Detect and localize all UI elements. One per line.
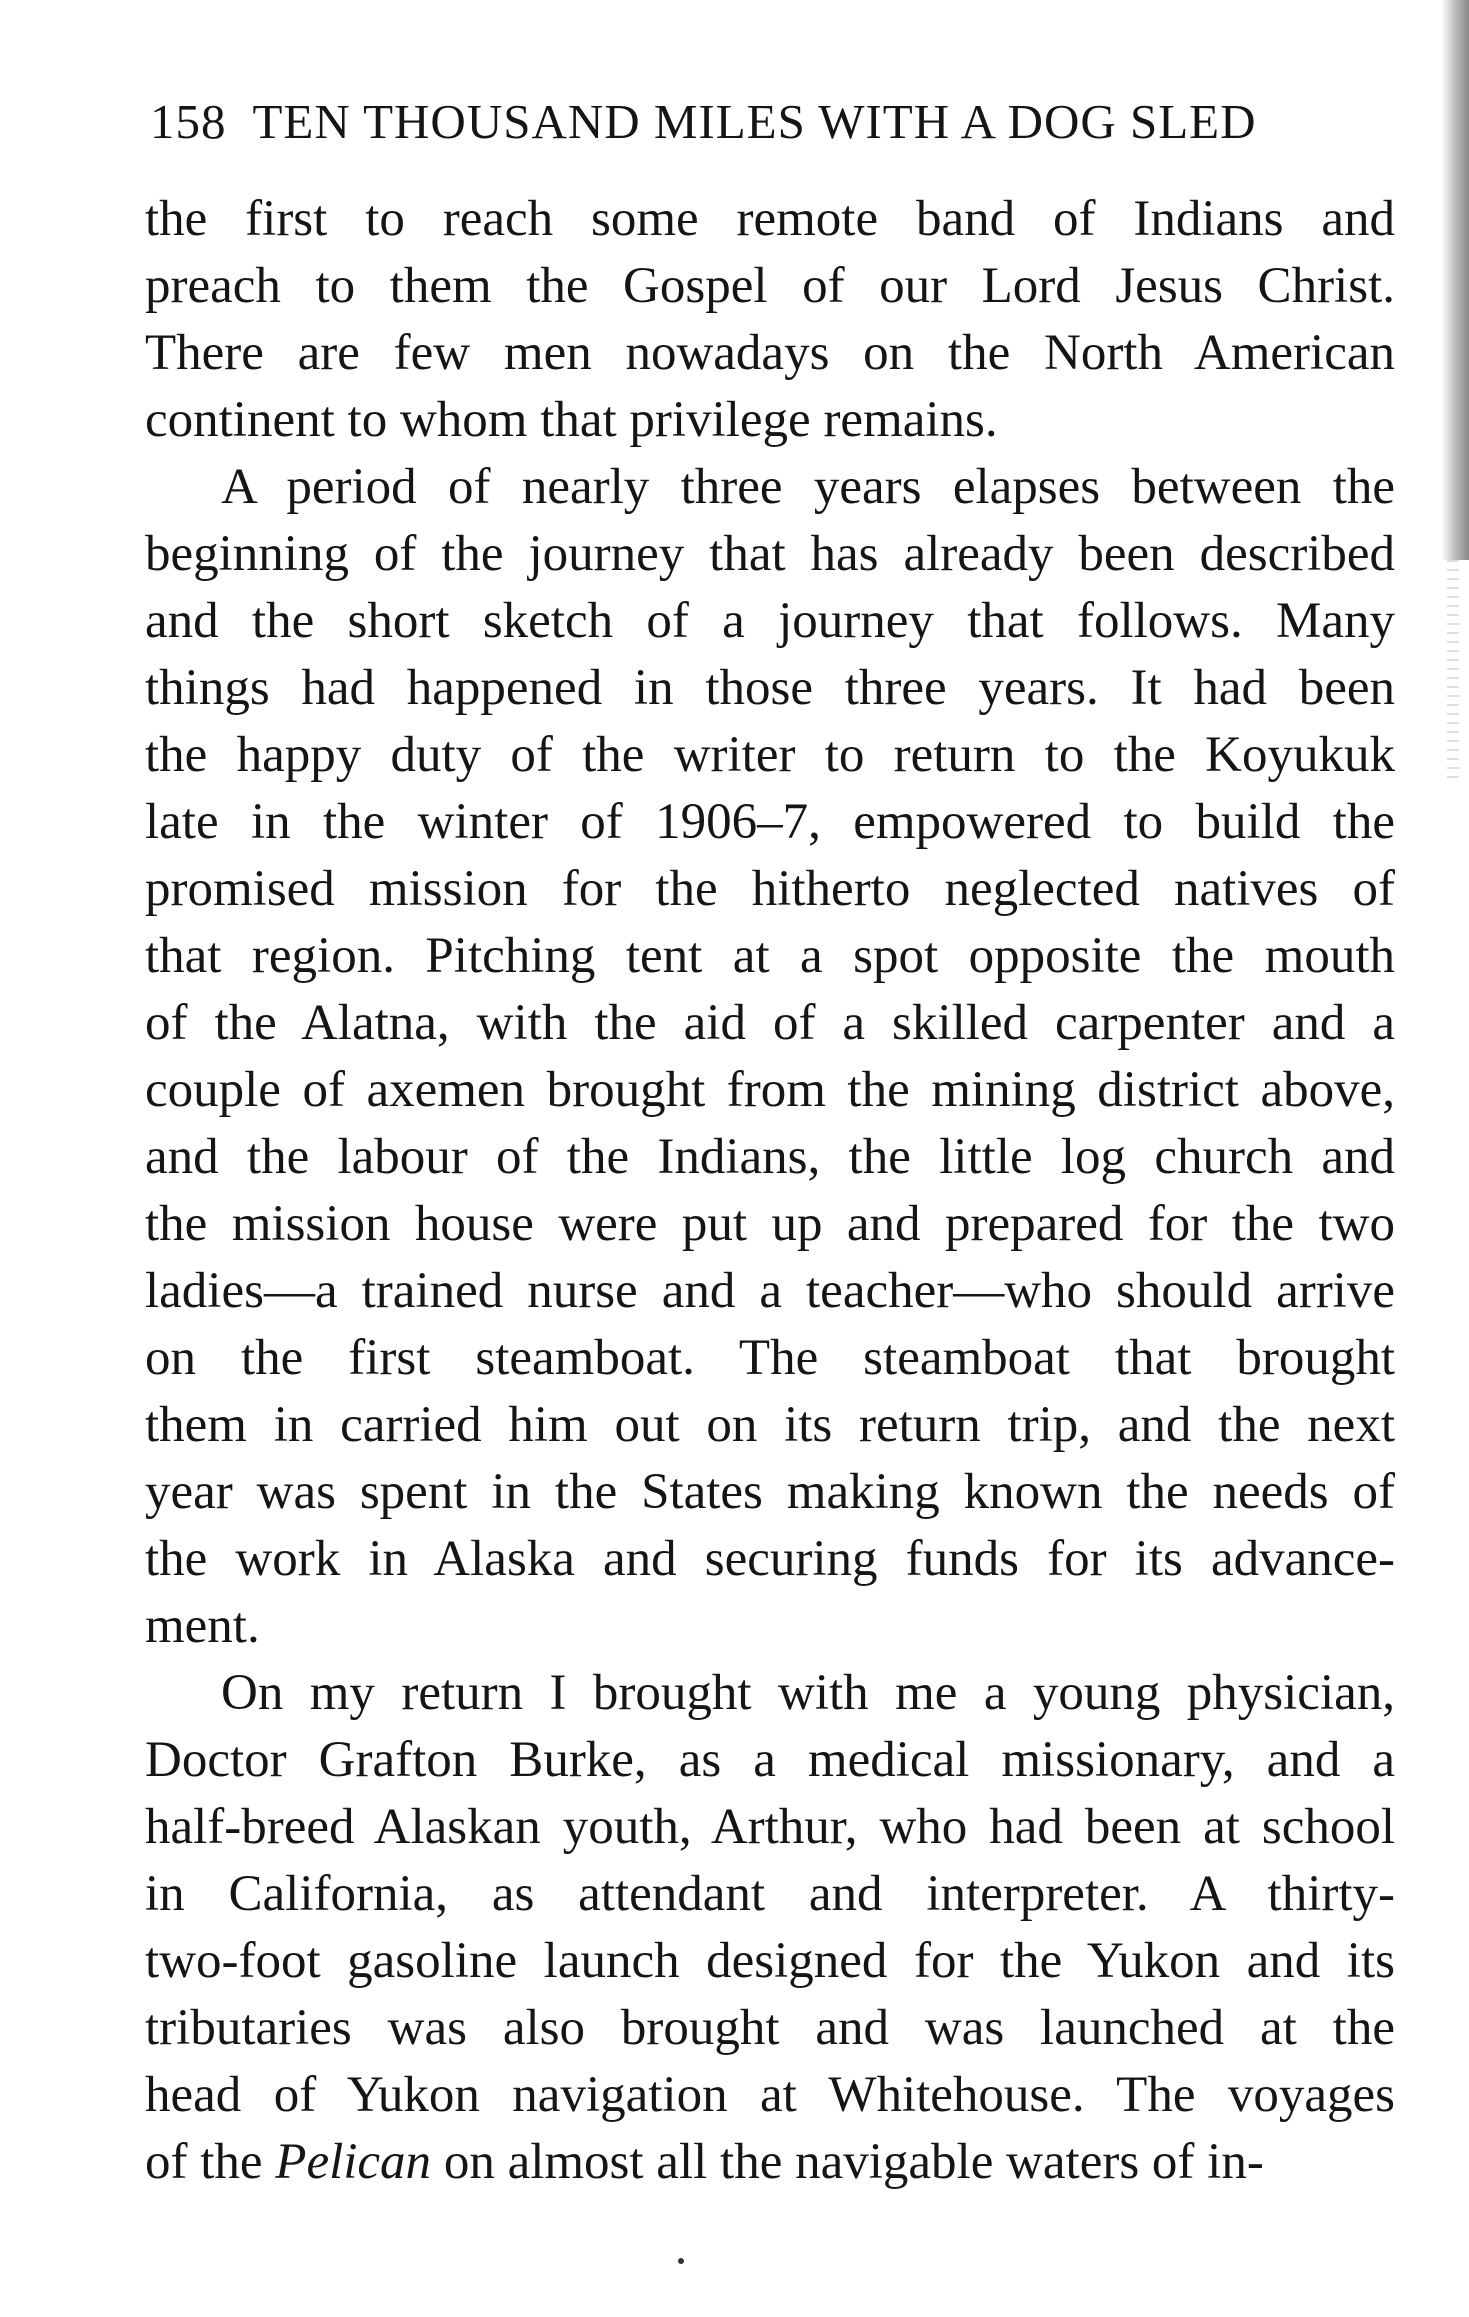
body-line: On my return I brought with me a young physician, xyxy=(221,1665,1395,1721)
body-line: two-foot gasoline launch designed for the Yukon and its xyxy=(145,1933,1395,1989)
body-text xyxy=(145,186,1395,2196)
body-line: preach to them the Gospel of our Lord Jesus Christ. xyxy=(145,258,1395,314)
page-number: 158 xyxy=(150,94,227,149)
body-line: couple of axemen brought from the mining district above, xyxy=(145,1062,1395,1118)
running-head xyxy=(150,92,1360,152)
body-line: year was spent in the States making known the needs of xyxy=(145,1464,1395,1520)
body-line: the work in Alaska and securing funds for its advance- xyxy=(145,1531,1395,1587)
stray-ink-dot xyxy=(678,2258,684,2264)
body-line: ladies—a trained nurse and a teacher—who should arrive xyxy=(145,1263,1395,1319)
body-line: on the first steamboat. The steamboat that brought xyxy=(145,1330,1395,1386)
body-line: There are few men nowadays on the North American xyxy=(145,325,1395,381)
body-line: Doctor Grafton Burke, as a medical missionary, and a xyxy=(145,1732,1395,1788)
body-line: ment. xyxy=(145,1598,260,1654)
body-line: the happy duty of the writer to return to the Koyukuk xyxy=(145,727,1395,783)
boat-name-italic: Pelican xyxy=(275,2134,432,2190)
body-line: A period of nearly three years elapses between the xyxy=(221,459,1395,515)
body-line: head of Yukon navigation at Whitehouse. The voyages xyxy=(145,2067,1395,2123)
body-line: the first to reach some remote band of Indians and xyxy=(145,191,1395,247)
body-line: promised mission for the hitherto neglected natives of xyxy=(145,861,1395,917)
body-line: of the Alatna, with the aid of a skilled carpenter and a xyxy=(145,995,1395,1051)
body-line: tributaries was also brought and was launched at the xyxy=(145,2000,1395,2056)
body-line: in California, as attendant and interpreter. A thirty- xyxy=(145,1866,1395,1922)
body-line: things had happened in those three years. It had been xyxy=(145,660,1395,716)
body-line: and the labour of the Indians, the little log church and xyxy=(145,1129,1395,1185)
body-line-final xyxy=(145,2129,1395,2196)
body-line: the mission house were put up and prepared for the two xyxy=(145,1196,1395,1252)
final-line-before: of the xyxy=(145,2134,276,2190)
body-line: them in carried him out on its return trip, and the next xyxy=(145,1397,1395,1453)
body-line: half-breed Alaskan youth, Arthur, who had been at school xyxy=(145,1799,1395,1855)
body-line: continent to whom that privilege remains. xyxy=(145,392,998,448)
body-line: and the short sketch of a journey that follows. Many xyxy=(145,593,1395,649)
body-line: beginning of the journey that has already been described xyxy=(145,526,1395,582)
body-line: late in the winter of 1906–7, empowered to build the xyxy=(145,794,1395,850)
body-line: that region. Pitching tent at a spot opposite the mouth xyxy=(145,928,1395,984)
book-title-header: TEN THOUSAND MILES WITH A DOG SLED xyxy=(252,94,1257,149)
binding-shadow xyxy=(1441,0,1469,560)
binding-speckle xyxy=(1447,560,1459,780)
final-line-after: on almost all the navigable waters of in- xyxy=(431,2134,1264,2190)
